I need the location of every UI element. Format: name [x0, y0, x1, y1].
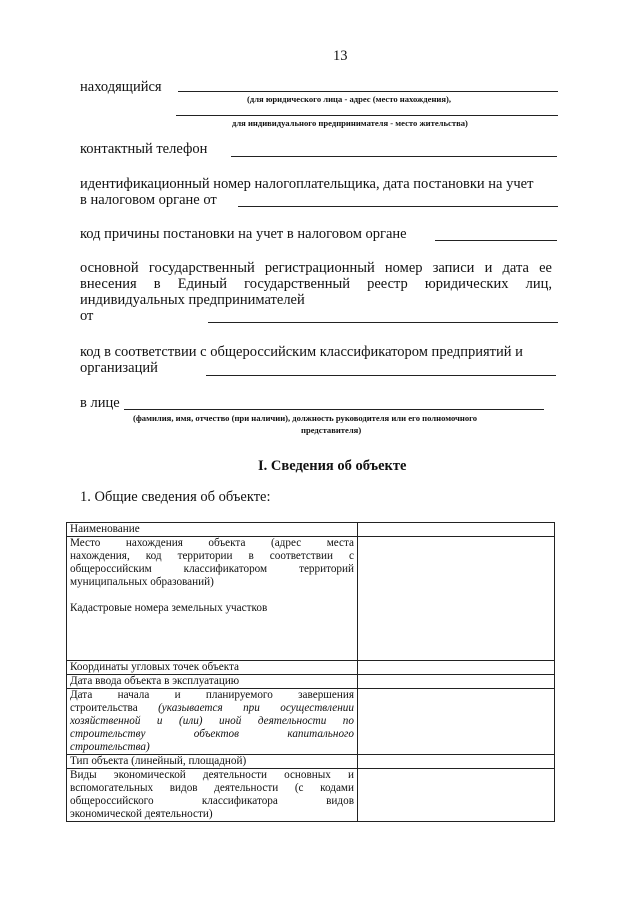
ogrn-label-line3: индивидуальных предпринимателей	[80, 292, 305, 308]
table-row	[67, 769, 555, 822]
row-name-label: Наименование	[67, 523, 358, 537]
person-line	[124, 409, 544, 410]
ogrn-label-line2: внесения в Единый государственный реестр юридических лиц,	[80, 276, 552, 292]
ogrn-line	[208, 322, 558, 323]
located-label: находящийся	[80, 79, 162, 95]
row-location-value	[358, 537, 555, 661]
row-location-label: Место нахождения объекта (адрес места нахождения, код территории в соответствии с общероссийским классификатором территорий муниципальных образований) Кадастровые номера земельных участков	[67, 537, 358, 661]
address-line-1	[178, 91, 558, 92]
table-row	[67, 661, 555, 675]
table-row	[67, 537, 555, 661]
inn-line	[238, 206, 558, 207]
inn-label-line1: идентификационный номер налогоплательщика, дата постановки на учет	[80, 176, 534, 192]
caption-legal-address: (для юридического лица - адрес (место нахождения),	[247, 94, 452, 104]
caption-person-line1: (фамилия, имя, отчество (при наличии), должность руководителя или его полномочного	[133, 413, 478, 423]
row-commissioning-label: Дата ввода объекта в эксплуатацию	[67, 675, 358, 689]
kpp-label: код причины постановки на учет в налоговом органе	[80, 226, 407, 242]
page-number: 13	[333, 48, 348, 64]
ogrn-label-line4: от	[80, 308, 94, 324]
row-name-value	[358, 523, 555, 537]
contact-phone-label: контактный телефон	[80, 141, 208, 157]
cadastral-label: Кадастровые номера земельных участков	[70, 602, 268, 614]
person-label: в лице	[80, 395, 120, 411]
row-commissioning-value	[358, 675, 555, 689]
okpo-label-line1: код в соответствии с общероссийским классификатором предприятий и	[80, 344, 523, 360]
kpp-line	[435, 240, 557, 241]
row-activity-value	[358, 769, 555, 822]
section-title: I. Сведения об объекте	[258, 458, 407, 474]
ogrn-label-line1: основной государственный регистрационный номер записи и дата ее	[80, 260, 552, 276]
row-type-label: Тип объекта (линейный, площадной)	[67, 755, 358, 769]
okpo-label-line2: организаций	[80, 360, 158, 376]
row-coordinates-label: Координаты угловых точек объекта	[67, 661, 358, 675]
object-info-table	[66, 522, 555, 822]
row-dates-value	[358, 689, 555, 755]
table-row	[67, 755, 555, 769]
row-coordinates-value	[358, 661, 555, 675]
row-activity-label: Виды экономической деятельности основных и вспомогательных видов деятельности (с кодами общероссийского классификатора видов экономической деятельности)	[67, 769, 358, 822]
table-row	[67, 689, 555, 755]
caption-individual-address: для индивидуального предпринимателя - место жительства)	[232, 118, 468, 128]
inn-label-line2: в налоговом органе от	[80, 192, 217, 208]
caption-person-line2: представителя)	[301, 425, 362, 435]
table-row	[67, 675, 555, 689]
okpo-line	[206, 375, 556, 376]
table-row	[67, 523, 555, 537]
address-line-2	[176, 115, 558, 116]
subsection-title: 1. Общие сведения об объекте:	[80, 489, 271, 505]
row-dates-label: Дата начала и планируемого завершения строительства (указывается при осуществлении хозяйственной и (или) иной деятельности по строительству объектов капитального строительства)	[67, 689, 358, 755]
contact-phone-line	[231, 156, 557, 157]
row-type-value	[358, 755, 555, 769]
